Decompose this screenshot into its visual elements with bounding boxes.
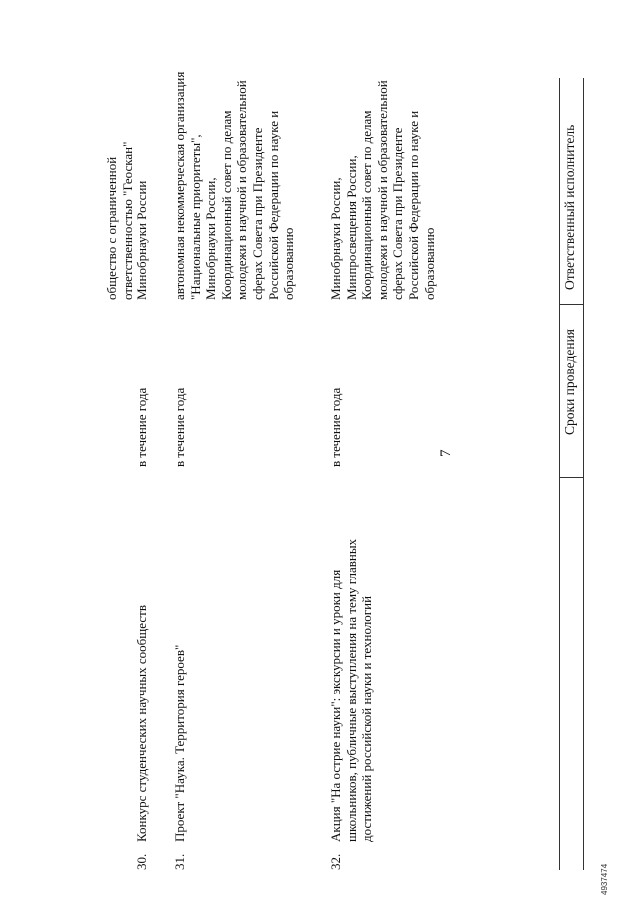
row-event: Акция "На острие науки": экскурсии и уроки для школьников, публичные выступления на тему главных достижений российской науки и технологий bbox=[328, 538, 375, 842]
page-number: 7 bbox=[438, 449, 454, 457]
row-period: в течение года bbox=[134, 387, 149, 467]
header-divider-left bbox=[559, 477, 583, 478]
row-executor: Минобрнауки России, Минпросвещения России, Координационный совет по делам молодежи в научной и образовательной сферах Совета при Президенте Российской Федерации по науке и образованию bbox=[328, 80, 437, 300]
row-event: Конкурс студенческих научных сообществ bbox=[134, 605, 149, 842]
row-period: в течение года bbox=[172, 387, 187, 467]
row-number: 30. bbox=[134, 853, 149, 870]
row-number: 31. bbox=[172, 853, 187, 870]
row-executor: автономная некоммерческая организация "Национальные приоритеты", Минобрнауки России, Координационный совет по делам молодежи в научной и образовательной сферах Совета при Президенте Российской Федерации по науке и образованию bbox=[172, 71, 297, 300]
executor-continuation: общество с ограниченной ответственностью "Геоскан" bbox=[104, 141, 135, 300]
column-header-executor: Ответственный исполнитель bbox=[562, 124, 577, 290]
column-header-period: Сроки проведения bbox=[562, 328, 577, 435]
row-event: Проект "Наука. Территория героев" bbox=[172, 644, 187, 842]
row-executor: Минобрнауки России bbox=[134, 180, 149, 300]
document-id: 4937474 bbox=[600, 863, 609, 895]
header-bottom-rule bbox=[559, 78, 560, 870]
header-divider-right bbox=[559, 304, 583, 305]
row-period: в течение года bbox=[328, 387, 343, 467]
header-top-rule bbox=[583, 78, 584, 870]
row-number: 32. bbox=[328, 853, 343, 870]
